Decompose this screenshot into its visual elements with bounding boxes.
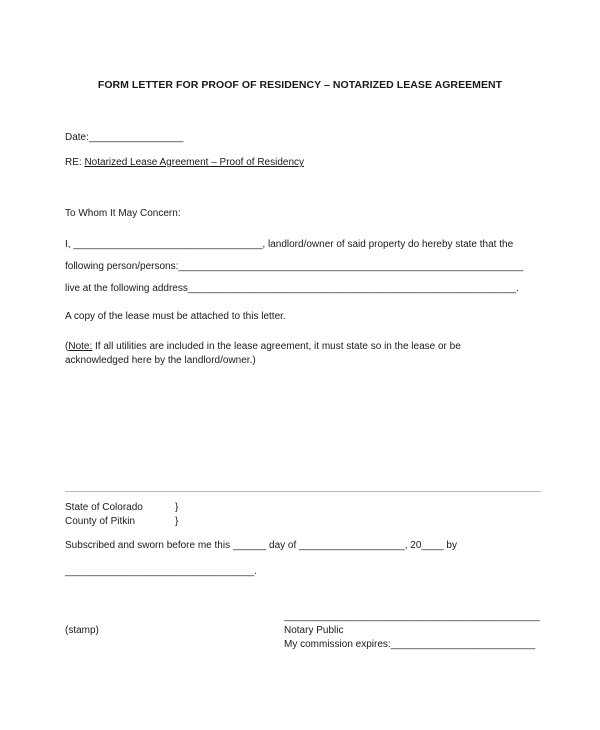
document-title: FORM LETTER FOR PROOF OF RESIDENCY – NOTARIZED LEASE AGREEMENT xyxy=(97,79,503,91)
commission-expires-line: My commission expires:__________________________ xyxy=(284,639,536,650)
state-brace: } xyxy=(175,502,179,513)
body-line-address: live at the following address___________________________________________________________. xyxy=(65,283,519,294)
re-subject: Notarized Lease Agreement – Proof of Residency xyxy=(84,157,305,168)
notary-public-label: Notary Public xyxy=(284,625,344,636)
note-open-paren: ( xyxy=(65,341,69,352)
body-line-landlord: I, __________________________________, landlord/owner of said property do hereby state that the xyxy=(65,239,514,250)
signer-line: __________________________________. xyxy=(65,566,257,577)
body-line-persons: following person/persons:______________________________________________________________ xyxy=(65,261,524,272)
county-label: County of Pitkin xyxy=(65,516,136,527)
notary-signature-line: ______________________________________________ xyxy=(284,611,540,622)
note-text-1: If all utilities are included in the lease agreement, it must state so in the lease or be xyxy=(92,341,461,352)
lease-attachment-note: A copy of the lease must be attached to this letter. xyxy=(65,311,286,322)
date-line: Date:_________________ xyxy=(65,132,184,143)
re-line xyxy=(65,157,304,169)
utilities-note-line-2: acknowledged here by the landlord/owner.) xyxy=(65,355,256,366)
section-divider xyxy=(65,491,541,492)
utilities-note-line-1 xyxy=(65,341,461,353)
stamp-label: (stamp) xyxy=(65,625,99,636)
sworn-line: Subscribed and sworn before me this ______ day of ___________________, 20____ by xyxy=(65,540,457,551)
state-label: State of Colorado xyxy=(65,502,143,513)
note-label: Note: xyxy=(68,341,93,352)
salutation: To Whom It May Concern: xyxy=(65,208,181,219)
re-prefix: RE: xyxy=(65,157,85,168)
county-brace: } xyxy=(175,516,179,527)
